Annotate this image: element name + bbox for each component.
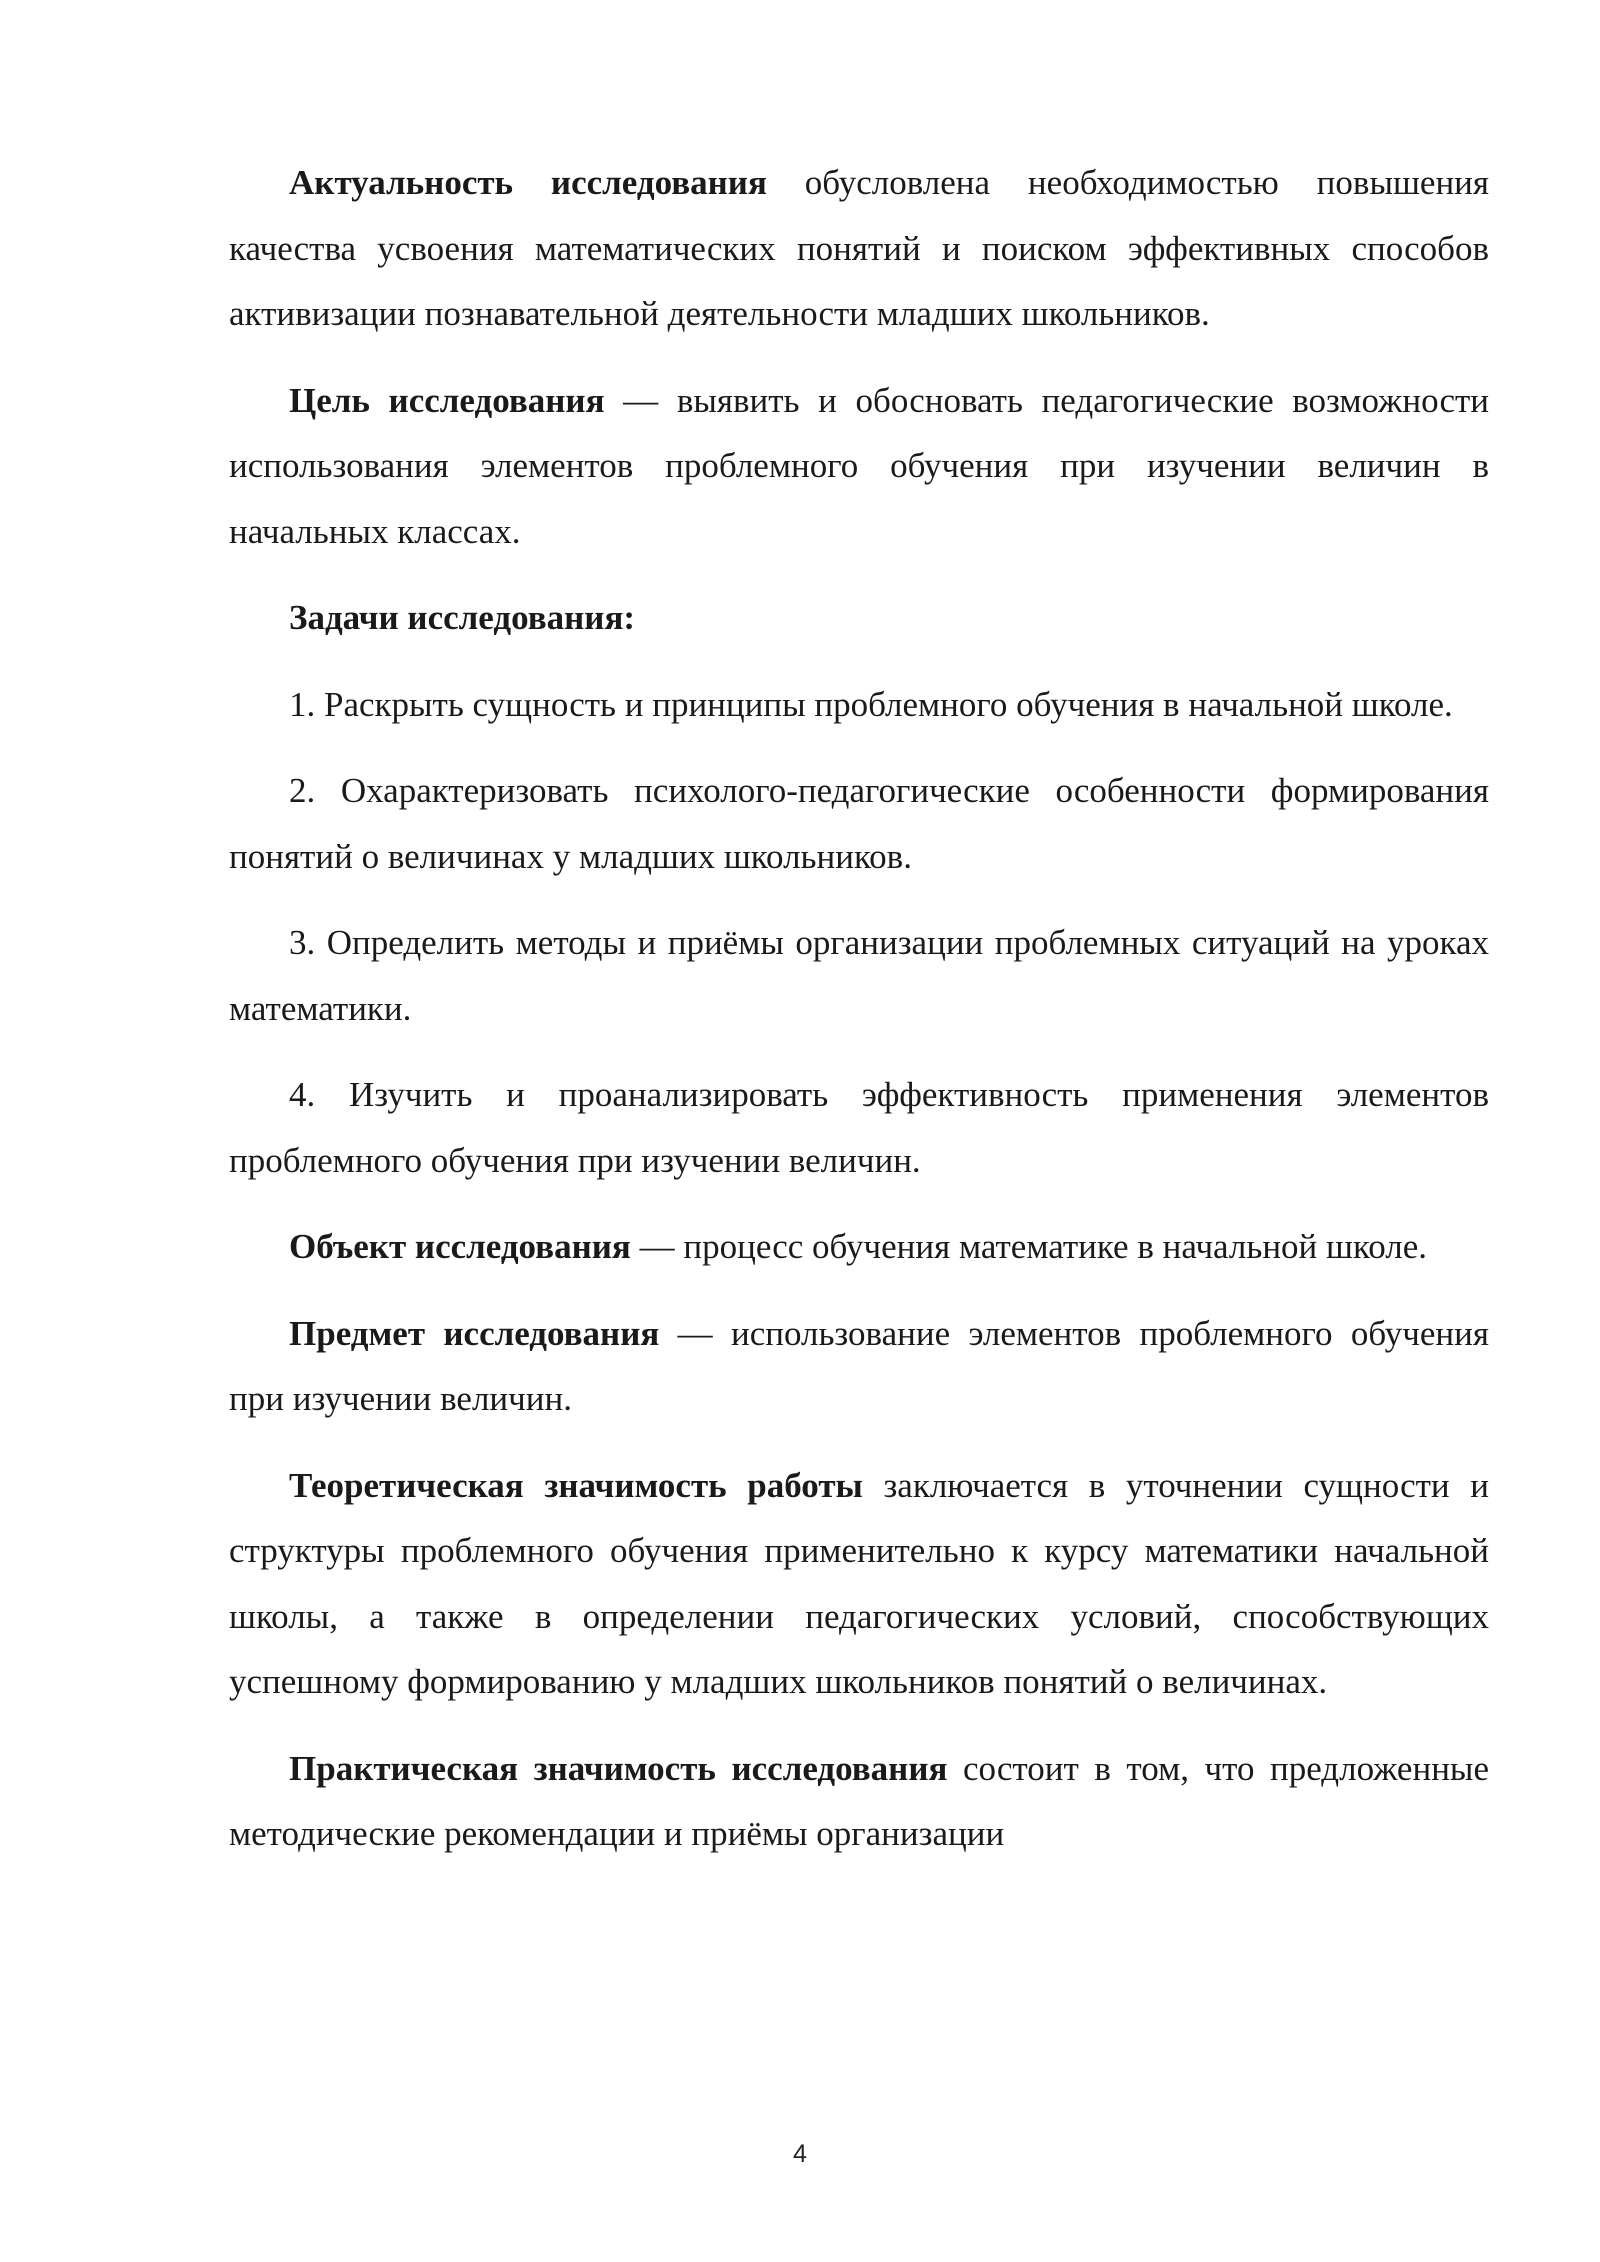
task-item-4	[229, 1062, 1489, 1193]
goal-text: — выявить и обосновать педагогические возможности использования элементов проблемного обучения при изучении величин в начальных классах.	[229, 380, 1489, 551]
subject-paragraph	[229, 1301, 1489, 1432]
task-item-1-text: 1. Раскрыть сущность и принципы проблемного обучения в начальной школе.	[289, 684, 1453, 724]
object-heading: Объект исследования	[289, 1227, 631, 1266]
task-item-3	[229, 910, 1489, 1041]
goal-paragraph	[229, 368, 1489, 565]
task-item-1	[229, 672, 1489, 738]
object-text: — процесс обучения математике в начальной школе.	[630, 1227, 1428, 1266]
task-item-4-text: 4. Изучить и проанализировать эффективность применения элементов проблемного обучения при изучении величин.	[229, 1075, 1489, 1180]
subject-heading: Предмет исследования	[289, 1313, 660, 1353]
theoretical-significance-heading: Теоретическая значимость работы	[289, 1465, 863, 1505]
practical-significance-paragraph	[229, 1736, 1489, 1867]
tasks-heading-paragraph	[229, 585, 1489, 651]
task-item-3-text: 3. Определить методы и приёмы организации проблемных ситуаций на уроках математики.	[229, 923, 1489, 1028]
practical-significance-heading: Практическая значимость исследования	[289, 1748, 948, 1788]
task-item-2	[229, 758, 1489, 889]
goal-heading: Цель исследования	[289, 380, 605, 420]
task-item-2-text: 2. Охарактеризовать психолого-педагогические особенности формирования понятий о величинах у младших школьников.	[229, 771, 1489, 876]
page-number: 4	[793, 2140, 807, 2168]
theoretical-significance-paragraph	[229, 1453, 1489, 1715]
practical-significance-text: состоит в том, что предложенные методические рекомендации и приёмы организации	[229, 1748, 1489, 1853]
relevance-text: обусловлена необходимостью повышения качества усвоения математических понятий и поиском эффективных способов активизации познавательной деятельности младших школьников.	[229, 163, 1489, 333]
subject-text: — использование элементов проблемного обучения при изучении величин.	[229, 1313, 1489, 1418]
relevance-paragraph	[229, 150, 1489, 347]
relevance-heading: Актуальность исследования	[289, 163, 767, 202]
tasks-heading: Задачи исследования:	[289, 598, 636, 637]
theoretical-significance-text: заключается в уточнении сущности и структуры проблемного обучения применительно к курсу математики начальной школы, а также в определении педагогических условий, способствующих успешному формированию у младших школьников понятий о величинах.	[229, 1465, 1489, 1701]
document-page	[229, 150, 1489, 1888]
object-paragraph	[229, 1214, 1489, 1280]
